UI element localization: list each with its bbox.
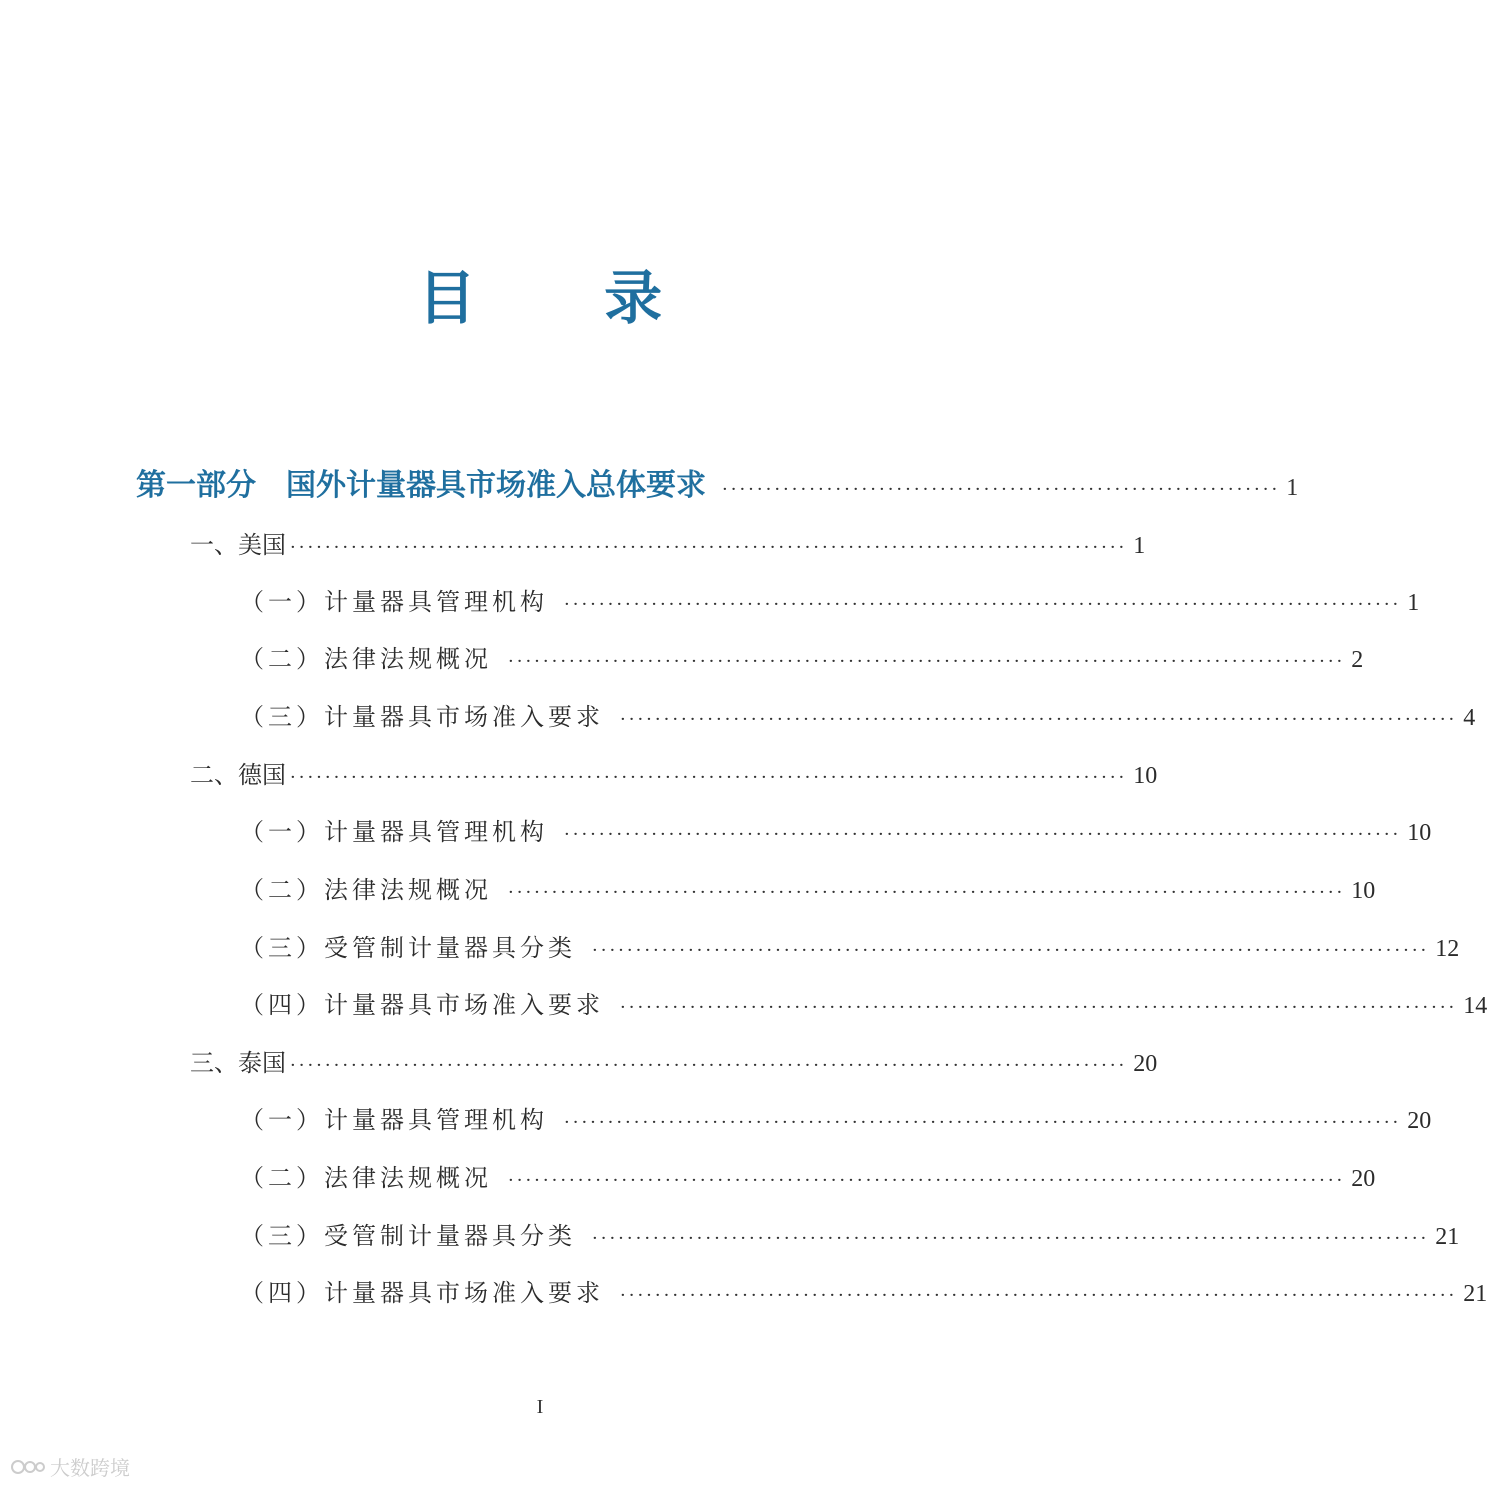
brand-logo-icon bbox=[10, 1456, 46, 1478]
toc-entry-label: （一）计量器具管理机构 bbox=[240, 1106, 548, 1134]
toc-entry-germany-3[interactable] bbox=[240, 928, 1460, 968]
toc-leader-dots: ································································ bbox=[722, 479, 1281, 500]
toc-entry-thailand-1[interactable] bbox=[240, 1100, 1432, 1140]
toc-entry-germany-1[interactable] bbox=[240, 812, 1432, 852]
toc-entry-page: 1 bbox=[1407, 590, 1420, 616]
toc-entry-label: （三）计量器具市场准入要求 bbox=[240, 703, 604, 731]
toc-entry-page: 4 bbox=[1463, 705, 1476, 731]
toc-entry-label: 一、美国 bbox=[190, 531, 286, 559]
toc-entry-thailand-4[interactable] bbox=[240, 1273, 1487, 1313]
toc-entry-thailand-3[interactable] bbox=[240, 1216, 1460, 1256]
toc-entry-label: （二）法律法规概况 bbox=[240, 645, 492, 673]
toc-entry-page: 2 bbox=[1351, 647, 1364, 673]
toc-leader-dots: ································································································ bbox=[564, 1112, 1402, 1133]
toc-entry-label: （四）计量器具市场准入要求 bbox=[240, 1279, 604, 1307]
toc-leader-dots: ································································································ bbox=[508, 1170, 1346, 1191]
toc-leader-dots: ································································································ bbox=[508, 651, 1346, 672]
toc-leader-dots: ································································································ bbox=[290, 537, 1128, 558]
toc-leader-dots: ································································································ bbox=[564, 594, 1402, 615]
toc-entry-label: （二）法律法规概况 bbox=[240, 1164, 492, 1192]
toc-entry-page: 21 bbox=[1463, 1281, 1487, 1307]
toc-entry-label: 三、泰国 bbox=[190, 1049, 286, 1077]
toc-leader-dots: ································································································ bbox=[592, 940, 1430, 961]
toc-entry-label: （三）受管制计量器具分类 bbox=[240, 934, 576, 962]
toc-entry-thailand[interactable] bbox=[190, 1043, 1158, 1083]
toc-entry-usa-2[interactable] bbox=[240, 639, 1364, 679]
toc-entry-label: （三）受管制计量器具分类 bbox=[240, 1222, 576, 1250]
toc-leader-dots: ································································································ bbox=[592, 1228, 1430, 1249]
page-number: I bbox=[536, 1396, 544, 1418]
toc-entry-label: （一）计量器具管理机构 bbox=[240, 818, 548, 846]
toc-leader-dots: ································································································ bbox=[620, 1285, 1458, 1306]
toc-entry-part-1[interactable] bbox=[136, 466, 1299, 506]
toc-leader-dots: ································································································ bbox=[564, 824, 1402, 845]
toc-entry-usa-1[interactable] bbox=[240, 582, 1420, 622]
toc-leader-dots: ································································································ bbox=[290, 767, 1128, 788]
toc-entry-germany-4[interactable] bbox=[240, 985, 1487, 1025]
toc-entry-page: 20 bbox=[1133, 1051, 1158, 1077]
toc-entry-usa-3[interactable] bbox=[240, 697, 1476, 737]
toc-entry-page: 10 bbox=[1351, 878, 1376, 904]
toc-leader-dots: ································································································ bbox=[290, 1055, 1128, 1076]
toc-entry-label: （四）计量器具市场准入要求 bbox=[240, 991, 604, 1019]
toc-entry-label: 二、德国 bbox=[190, 761, 286, 789]
toc-entry-page: 10 bbox=[1133, 763, 1158, 789]
toc-entry-label: （二）法律法规概况 bbox=[240, 876, 492, 904]
toc-entry-page: 1 bbox=[1133, 533, 1146, 559]
toc-entry-label: （一）计量器具管理机构 bbox=[240, 588, 548, 616]
toc-entry-usa[interactable] bbox=[190, 525, 1146, 565]
toc-entry-thailand-2[interactable] bbox=[240, 1158, 1376, 1198]
toc-entry-page: 14 bbox=[1463, 993, 1487, 1019]
page-title: 目 录 bbox=[417, 264, 717, 332]
watermark-text: 大数跨境 bbox=[50, 1456, 130, 1480]
toc-entry-label: 第一部分 国外计量器具市场准入总体要求 bbox=[136, 468, 706, 503]
toc-entry-page: 20 bbox=[1351, 1166, 1376, 1192]
toc-entry-page: 10 bbox=[1407, 820, 1432, 846]
toc-leader-dots: ································································································ bbox=[620, 709, 1458, 730]
toc-entry-germany[interactable] bbox=[190, 755, 1158, 795]
toc-entry-page: 20 bbox=[1407, 1108, 1432, 1134]
watermark bbox=[10, 1452, 130, 1481]
toc-entry-germany-2[interactable] bbox=[240, 870, 1376, 910]
toc-leader-dots: ································································································ bbox=[508, 882, 1346, 903]
toc-entry-page: 1 bbox=[1286, 475, 1299, 501]
toc-entry-page: 21 bbox=[1435, 1224, 1460, 1250]
toc-leader-dots: ································································································ bbox=[620, 997, 1458, 1018]
toc-entry-page: 12 bbox=[1435, 936, 1460, 962]
